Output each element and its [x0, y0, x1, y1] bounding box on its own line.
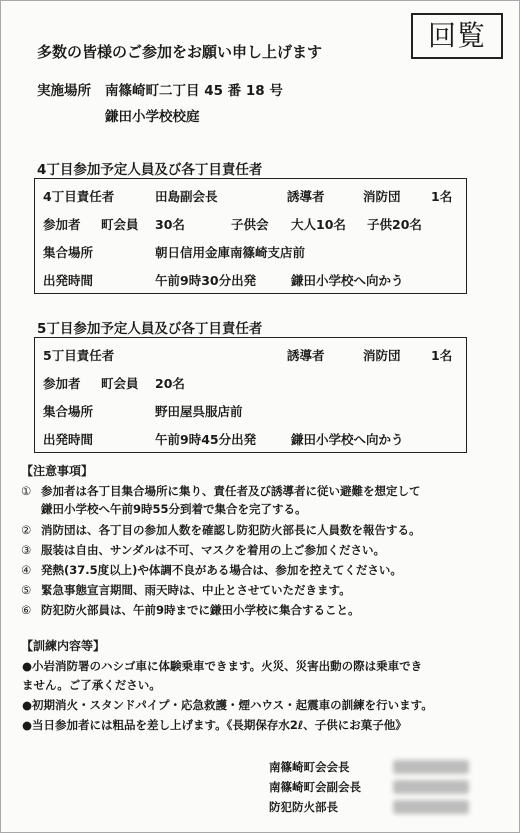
section5-departure-label: 出発時間 — [43, 432, 94, 447]
section4-guide-org: 消防団 — [363, 189, 401, 204]
section5-table — [34, 337, 467, 453]
note-number: ② — [21, 523, 32, 537]
section4-table — [34, 178, 467, 294]
training-line: ●当日参加者には粗品を差し上げます。《長期保存水2ℓ、子供にお菓子他》 — [22, 718, 407, 732]
section4-adults-count: 大人10名 — [291, 217, 346, 232]
note-number: ③ — [21, 543, 32, 557]
section5-leader-label: 5丁目責任者 — [43, 348, 115, 363]
signature-title-fire-dept-head: 防犯防火部長 — [269, 800, 338, 814]
section4-title: 4丁目参加予定人員及び各丁目責任者 — [37, 162, 263, 178]
section5-guide-count: 1名 — [431, 348, 453, 363]
note-text-continued: 鎌田小学校へ午前9時55分到着で集合を完了する。 — [41, 502, 307, 516]
section5-participants-label: 参加者 — [43, 376, 81, 391]
note-number: ⑥ — [21, 603, 32, 617]
training-title: 【訓練内容等】 — [21, 639, 106, 653]
section4-members-label: 町会員 — [101, 217, 139, 232]
section4-participants-label: 参加者 — [43, 217, 81, 232]
venue-school: 鎌田小学校校庭 — [105, 109, 200, 125]
notes-title: 【注意事項】 — [21, 464, 94, 478]
section4-leader-name: 田島副会長 — [155, 189, 218, 204]
note-text: 参加者は各丁目集合場所に集り、責任者及び誘導者に従い避難を想定して — [41, 484, 421, 498]
section4-children-count: 子供20名 — [367, 217, 422, 232]
note-item — [21, 562, 402, 578]
note-item — [21, 582, 351, 598]
section5-departure-time: 午前9時45分出発 — [155, 432, 257, 447]
note-number: ④ — [21, 563, 32, 577]
section5-guide-org: 消防団 — [363, 348, 401, 363]
note-text: 緊急事態宣言期間、雨天時は、中止とさせていただきます。 — [41, 583, 351, 597]
note-number: ① — [21, 484, 32, 498]
note-text: 消防団は、各丁目の参加人数を確認し防犯防火部長に人員数を報告する。 — [41, 523, 421, 537]
redacted-name — [393, 760, 469, 774]
training-line: ません。ご了承ください。 — [22, 678, 161, 692]
redacted-name — [393, 800, 469, 814]
section4-leader-label: 4丁目責任者 — [43, 189, 115, 204]
section5-meeting-label: 集合場所 — [43, 404, 94, 419]
note-text: 服装は自由、サンダルは不可、マスクを着用の上ご参加ください。 — [41, 543, 385, 557]
section4-kids-club-label: 子供会 — [231, 217, 269, 232]
training-line: ●小岩消防署のハシゴ車に体験乗車できます。火災、災害出動の際は乗車でき — [22, 659, 423, 673]
note-text: 防犯防火部員は、午前9時までに鎌田小学校に集合すること。 — [41, 603, 360, 617]
venue-address: 南篠崎町二丁目 45 番 18 号 — [105, 83, 283, 99]
section5-title: 5丁目参加予定人員及び各丁目責任者 — [37, 321, 263, 337]
section4-guide-label: 誘導者 — [287, 189, 325, 204]
circulation-stamp: 回覧 — [411, 13, 503, 59]
note-item — [21, 602, 360, 618]
note-item — [21, 483, 421, 516]
note-number: ⑤ — [21, 583, 32, 597]
signature-title-president: 南篠崎町会会長 — [269, 760, 350, 774]
section5-members-label: 町会員 — [101, 376, 139, 391]
section5-members-count: 20名 — [155, 376, 185, 391]
section4-destination: 鎌田小学校へ向かう — [291, 273, 404, 288]
section4-members-count: 30名 — [155, 217, 185, 232]
training-line: ●初期消火・スタンドパイプ・応急救護・煙ハウス・起震車の訓練を行います。 — [22, 698, 433, 712]
venue-label: 実施場所 — [37, 83, 91, 99]
note-item — [21, 542, 385, 558]
page-heading: 多数の皆様のご参加をお願い申し上げます — [37, 43, 323, 61]
section4-meeting-label: 集合場所 — [43, 245, 94, 260]
note-item — [21, 522, 421, 538]
section4-departure-time: 午前9時30分出発 — [155, 273, 257, 288]
section4-guide-count: 1名 — [431, 189, 453, 204]
section5-meeting-place: 野田屋呉服店前 — [155, 404, 243, 419]
section4-meeting-place: 朝日信用金庫南篠崎支店前 — [155, 245, 306, 260]
section4-departure-label: 出発時間 — [43, 273, 94, 288]
section5-guide-label: 誘導者 — [287, 348, 325, 363]
note-text: 発熱(37.5度以上)や体調不良がある場合は、参加を控えてください。 — [41, 563, 402, 577]
signature-title-vice-president: 南篠崎町会副会長 — [269, 780, 361, 794]
section5-destination: 鎌田小学校へ向かう — [291, 432, 404, 447]
redacted-name — [393, 780, 469, 794]
